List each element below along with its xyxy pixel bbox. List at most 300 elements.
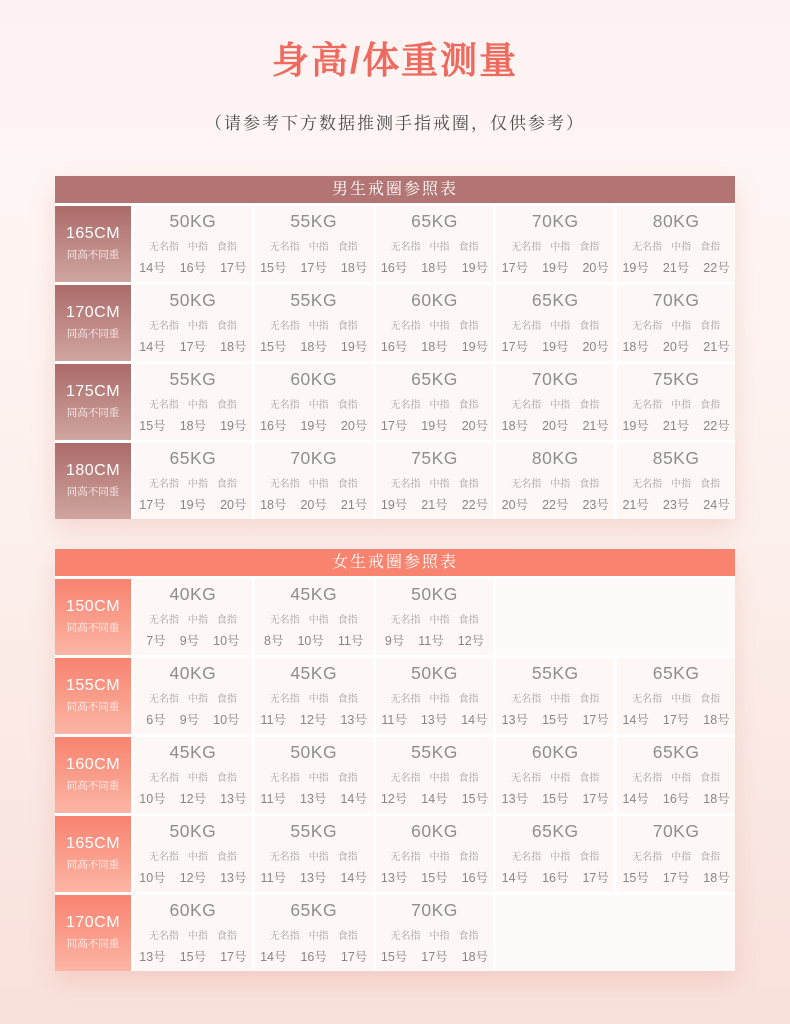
ring-size: 18号 [340, 261, 368, 276]
finger-label: 食指 [579, 400, 600, 412]
height-label: 165CM [65, 835, 121, 853]
finger-label: 中指 [671, 400, 692, 412]
ring-size: 11号 [260, 871, 287, 886]
finger-label: 无名指 [148, 694, 179, 706]
finger-labels [632, 475, 720, 490]
ring-size: 18号 [300, 340, 327, 355]
ring-sizes [381, 710, 487, 728]
weight-label: 75KG [652, 369, 700, 390]
finger-label: 食指 [579, 773, 600, 785]
finger-label: 中指 [550, 773, 571, 785]
ring-size: 13号 [380, 871, 408, 886]
weight-label: 60KG [411, 290, 458, 311]
finger-labels [149, 396, 237, 411]
finger-labels [149, 690, 237, 705]
finger-label: 食指 [579, 852, 600, 864]
finger-label: 中指 [187, 773, 208, 785]
ring-size: 7号 [146, 634, 166, 649]
ring-size: 18号 [421, 261, 448, 276]
ring-sizes [146, 710, 239, 728]
finger-label: 食指 [216, 479, 237, 491]
finger-labels [390, 927, 478, 942]
ring-size: 17号 [582, 713, 609, 728]
ring-size: 14号 [139, 340, 166, 355]
ring-size-cell [617, 285, 735, 361]
finger-labels [511, 317, 599, 332]
finger-label: 无名指 [632, 694, 663, 706]
finger-label: 食指 [337, 931, 358, 943]
finger-label: 食指 [700, 400, 721, 412]
finger-label: 无名指 [511, 479, 542, 491]
finger-label: 中指 [308, 694, 329, 706]
finger-label: 无名指 [632, 479, 663, 491]
ring-size: 16号 [461, 871, 489, 886]
ring-sizes [381, 947, 488, 965]
ring-size: 19号 [542, 261, 569, 276]
finger-label: 中指 [308, 242, 329, 254]
finger-label: 食指 [579, 694, 600, 706]
finger-label: 食指 [458, 773, 479, 785]
height-cell [55, 816, 131, 892]
finger-labels [390, 317, 478, 332]
finger-label: 无名指 [632, 242, 663, 254]
finger-label: 无名指 [390, 931, 421, 943]
ring-size: 18号 [179, 419, 207, 434]
weight-label: 70KG [531, 211, 579, 232]
ring-size: 15号 [260, 340, 287, 355]
height-note: 同高不同重 [66, 249, 120, 262]
ring-size: 17号 [582, 871, 609, 886]
finger-label: 无名指 [269, 400, 300, 412]
ring-size: 18号 [703, 792, 730, 807]
finger-labels [511, 475, 599, 490]
weight-label: 70KG [652, 290, 700, 311]
finger-label: 食指 [700, 852, 721, 864]
weight-label: 60KG [531, 742, 579, 763]
finger-label: 中指 [671, 773, 692, 785]
finger-label: 食指 [337, 773, 358, 785]
ring-size: 19号 [622, 261, 649, 276]
ring-size: 15号 [179, 950, 207, 965]
ring-size: 12号 [300, 713, 327, 728]
height-label: 180CM [65, 462, 121, 480]
finger-label: 无名指 [269, 615, 300, 627]
weight-label: 45KG [290, 663, 338, 684]
ring-size: 14号 [340, 871, 367, 886]
finger-label: 中指 [429, 479, 450, 491]
finger-label: 食指 [337, 321, 358, 333]
finger-labels [270, 396, 358, 411]
ring-size: 17号 [139, 498, 166, 513]
height-cell [55, 895, 131, 971]
finger-label: 无名指 [269, 321, 300, 333]
height-cell [55, 364, 131, 440]
ring-size: 17号 [421, 950, 448, 965]
finger-labels [511, 769, 599, 784]
finger-label: 食指 [337, 479, 358, 491]
ring-size: 13号 [300, 871, 327, 886]
ring-size: 14号 [421, 792, 448, 807]
ring-size: 13号 [300, 792, 327, 807]
finger-label: 无名指 [632, 321, 663, 333]
height-label: 150CM [65, 598, 121, 616]
weight-label: 60KG [290, 369, 338, 390]
ring-size: 18号 [220, 340, 247, 355]
height-label: 170CM [65, 304, 121, 322]
height-note: 同高不同重 [66, 938, 120, 951]
ring-size: 19号 [179, 498, 207, 513]
weight-label: 65KG [652, 663, 700, 684]
finger-label: 无名指 [148, 852, 179, 864]
ring-size: 18号 [703, 871, 730, 886]
ring-size: 11号 [260, 713, 287, 728]
finger-label: 中指 [187, 321, 208, 333]
finger-label: 中指 [671, 694, 692, 706]
ring-size: 19号 [542, 340, 569, 355]
ring-size: 16号 [179, 261, 207, 276]
ring-sizes [261, 868, 367, 886]
empty-cell [496, 895, 735, 971]
ring-size: 16号 [380, 261, 408, 276]
ring-size-cell [496, 443, 614, 519]
table-row [55, 206, 735, 282]
table-row [55, 737, 735, 813]
height-note: 同高不同重 [66, 701, 120, 714]
ring-size: 14号 [622, 713, 649, 728]
finger-label: 食指 [458, 615, 479, 627]
finger-label: 食指 [216, 321, 237, 333]
ring-size: 20号 [300, 498, 327, 513]
weight-label: 45KG [169, 742, 217, 763]
ring-sizes [385, 631, 484, 649]
finger-label: 无名指 [511, 773, 542, 785]
female-ring-table [55, 549, 735, 971]
ring-size: 17号 [340, 950, 368, 965]
ring-sizes [139, 868, 246, 886]
finger-labels [632, 396, 720, 411]
finger-label: 无名指 [390, 773, 421, 785]
finger-label: 无名指 [390, 400, 421, 412]
finger-label: 食指 [700, 321, 721, 333]
ring-size: 12号 [179, 792, 207, 807]
ring-sizes [502, 258, 609, 276]
ring-size-cell [617, 737, 735, 813]
height-label: 155CM [65, 677, 121, 695]
finger-label: 食指 [458, 321, 479, 333]
finger-label: 中指 [671, 852, 692, 864]
ring-size: 6号 [146, 713, 166, 728]
ring-size-cell [255, 579, 373, 655]
ring-size-cell [496, 816, 614, 892]
weight-label: 65KG [290, 900, 338, 921]
ring-size: 15号 [421, 871, 448, 886]
ring-size: 12号 [179, 871, 207, 886]
finger-label: 无名指 [390, 242, 421, 254]
ring-sizes [622, 258, 729, 276]
ring-size: 18号 [421, 340, 448, 355]
finger-label: 无名指 [148, 479, 179, 491]
ring-size-cell [255, 737, 373, 813]
ring-size-cell [134, 285, 252, 361]
ring-size-cell [134, 895, 252, 971]
height-cell [55, 737, 131, 813]
finger-label: 无名指 [269, 242, 300, 254]
finger-label: 中指 [187, 931, 208, 943]
ring-size: 22号 [461, 498, 489, 513]
ring-sizes [381, 868, 488, 886]
finger-label: 无名指 [390, 321, 421, 333]
finger-label: 食指 [579, 479, 600, 491]
weight-label: 55KG [290, 211, 338, 232]
ring-size: 9号 [179, 713, 200, 728]
ring-size: 17号 [220, 261, 247, 276]
ring-size-cell [255, 658, 373, 734]
ring-size: 16号 [260, 419, 287, 434]
height-label: 175CM [65, 383, 121, 401]
table-title: 女生戒圈参照表 [55, 549, 735, 576]
ring-size-cell [617, 206, 735, 282]
weight-label: 60KG [411, 821, 458, 842]
ring-size-cell [134, 816, 252, 892]
ring-size: 13号 [220, 871, 247, 886]
ring-size: 13号 [340, 713, 367, 728]
ring-size: 11号 [260, 792, 287, 807]
height-note: 同高不同重 [66, 407, 120, 420]
ring-size-cell [376, 206, 494, 282]
finger-labels [149, 927, 237, 942]
ring-size-cell [617, 443, 735, 519]
finger-label: 无名指 [148, 242, 179, 254]
ring-size: 17号 [582, 792, 609, 807]
finger-labels [511, 848, 599, 863]
ring-sizes [502, 710, 609, 728]
ring-size-cell [255, 285, 373, 361]
finger-label: 无名指 [148, 321, 179, 333]
finger-label: 无名指 [269, 479, 300, 491]
ring-sizes [260, 495, 367, 513]
finger-labels [149, 238, 237, 253]
table-title: 男生戒圈参照表 [55, 176, 735, 203]
weight-label: 65KG [411, 369, 458, 390]
ring-size: 18号 [622, 340, 649, 355]
finger-label: 无名指 [148, 773, 179, 785]
ring-size: 12号 [380, 792, 408, 807]
ring-size: 16号 [542, 871, 569, 886]
ring-size: 20号 [340, 419, 368, 434]
height-cell [55, 658, 131, 734]
ring-size: 13号 [501, 792, 529, 807]
ring-size: 14号 [139, 261, 166, 276]
ring-sizes [381, 337, 488, 355]
finger-label: 食指 [700, 694, 721, 706]
finger-label: 无名指 [632, 400, 663, 412]
finger-label: 无名指 [511, 321, 542, 333]
ring-size: 19号 [220, 419, 247, 434]
ring-size: 18号 [703, 713, 730, 728]
ring-sizes [261, 710, 367, 728]
ring-size-cell [496, 206, 614, 282]
finger-label: 中指 [187, 694, 208, 706]
finger-labels [390, 848, 478, 863]
table-row [55, 443, 735, 519]
weight-label: 55KG [411, 742, 458, 763]
finger-label: 食指 [337, 400, 358, 412]
ring-size-cell [255, 364, 373, 440]
finger-label: 中指 [429, 615, 450, 627]
ring-sizes [139, 495, 246, 513]
finger-label: 无名指 [269, 931, 300, 943]
ring-size-cell [376, 364, 494, 440]
ring-sizes [622, 495, 729, 513]
finger-label: 中指 [550, 321, 571, 333]
finger-labels [270, 611, 358, 626]
ring-size: 21号 [582, 419, 609, 434]
ring-size: 14号 [622, 792, 649, 807]
ring-sizes [139, 416, 246, 434]
ring-size: 13号 [501, 713, 529, 728]
ring-sizes [381, 789, 488, 807]
ring-size: 22号 [703, 261, 730, 276]
height-note: 同高不同重 [66, 622, 120, 635]
finger-label: 无名指 [148, 615, 179, 627]
ring-size: 15号 [542, 713, 569, 728]
ring-size-cell [376, 816, 494, 892]
ring-sizes [260, 416, 367, 434]
finger-label: 无名指 [269, 694, 300, 706]
weight-label: 65KG [531, 821, 579, 842]
ring-size: 12号 [457, 634, 485, 649]
ring-size: 21号 [340, 498, 368, 513]
ring-size-cell [134, 206, 252, 282]
ring-sizes [146, 631, 239, 649]
ring-sizes [381, 495, 488, 513]
ring-size: 17号 [501, 340, 529, 355]
ring-size: 21号 [622, 498, 649, 513]
finger-label: 中指 [308, 400, 329, 412]
ring-size: 15号 [461, 792, 489, 807]
weight-label: 65KG [169, 448, 217, 469]
ring-size-tables [55, 176, 735, 971]
ring-size: 10号 [213, 634, 240, 649]
ring-size: 17号 [501, 261, 529, 276]
table-row [55, 895, 735, 971]
ring-sizes [502, 789, 609, 807]
finger-label: 中指 [308, 321, 329, 333]
finger-label: 食指 [458, 852, 479, 864]
ring-size-cell [134, 443, 252, 519]
finger-labels [632, 769, 720, 784]
finger-label: 中指 [671, 479, 692, 491]
finger-labels [632, 317, 720, 332]
ring-size: 9号 [179, 634, 200, 649]
ring-size: 17号 [220, 950, 247, 965]
ring-size: 20号 [542, 419, 569, 434]
finger-labels [149, 475, 237, 490]
finger-label: 无名指 [511, 852, 542, 864]
height-label: 170CM [65, 914, 121, 932]
ring-size: 15号 [622, 871, 649, 886]
finger-label: 中指 [429, 773, 450, 785]
weight-label: 55KG [169, 369, 217, 390]
ring-size: 17号 [300, 261, 327, 276]
finger-label: 中指 [187, 242, 208, 254]
weight-label: 65KG [411, 211, 458, 232]
finger-label: 中指 [308, 931, 329, 943]
ring-size: 10号 [139, 871, 166, 886]
weight-label: 40KG [169, 584, 217, 605]
ring-size: 10号 [297, 634, 324, 649]
finger-label: 中指 [429, 694, 450, 706]
finger-labels [390, 238, 478, 253]
ring-size: 22号 [703, 419, 730, 434]
weight-label: 70KG [290, 448, 338, 469]
ring-sizes [622, 710, 729, 728]
finger-label: 无名指 [511, 242, 542, 254]
ring-size-cell [376, 579, 494, 655]
ring-size: 23号 [662, 498, 690, 513]
height-note: 同高不同重 [66, 486, 120, 499]
weight-label: 65KG [531, 290, 579, 311]
ring-size-cell [617, 658, 735, 734]
ring-sizes [622, 416, 729, 434]
weight-label: 55KG [290, 821, 338, 842]
ring-sizes [622, 337, 729, 355]
table-row [55, 579, 735, 655]
ring-size-cell [496, 737, 614, 813]
table-row [55, 658, 735, 734]
ring-size: 11号 [418, 634, 444, 649]
ring-size-cell [496, 364, 614, 440]
ring-size-cell [376, 285, 494, 361]
finger-label: 食指 [458, 479, 479, 491]
weight-label: 70KG [652, 821, 700, 842]
finger-labels [390, 769, 478, 784]
ring-size-cell [255, 895, 373, 971]
height-cell [55, 206, 131, 282]
ring-size: 19号 [461, 261, 489, 276]
finger-labels [149, 769, 237, 784]
finger-label: 中指 [429, 400, 450, 412]
ring-sizes [622, 789, 729, 807]
ring-size: 19号 [380, 498, 408, 513]
weight-label: 50KG [290, 742, 338, 763]
ring-size: 14号 [260, 950, 287, 965]
table-row [55, 816, 735, 892]
ring-sizes [622, 868, 729, 886]
ring-size: 17号 [662, 871, 690, 886]
ring-size: 22号 [542, 498, 569, 513]
finger-label: 中指 [187, 615, 208, 627]
finger-labels [511, 396, 599, 411]
ring-size-cell [376, 895, 494, 971]
finger-label: 无名指 [148, 400, 179, 412]
empty-cell [496, 579, 735, 655]
height-note: 同高不同重 [66, 780, 120, 793]
ring-size: 15号 [542, 792, 569, 807]
male-ring-table [55, 176, 735, 519]
ring-size: 21号 [421, 498, 448, 513]
finger-label: 中指 [308, 773, 329, 785]
finger-label: 食指 [700, 242, 721, 254]
ring-size: 16号 [662, 792, 690, 807]
finger-label: 食指 [216, 773, 237, 785]
finger-labels [270, 475, 358, 490]
ring-sizes [260, 258, 367, 276]
height-note: 同高不同重 [66, 328, 120, 341]
ring-size: 16号 [380, 340, 408, 355]
ring-size: 20号 [220, 498, 247, 513]
ring-size: 15号 [260, 261, 287, 276]
